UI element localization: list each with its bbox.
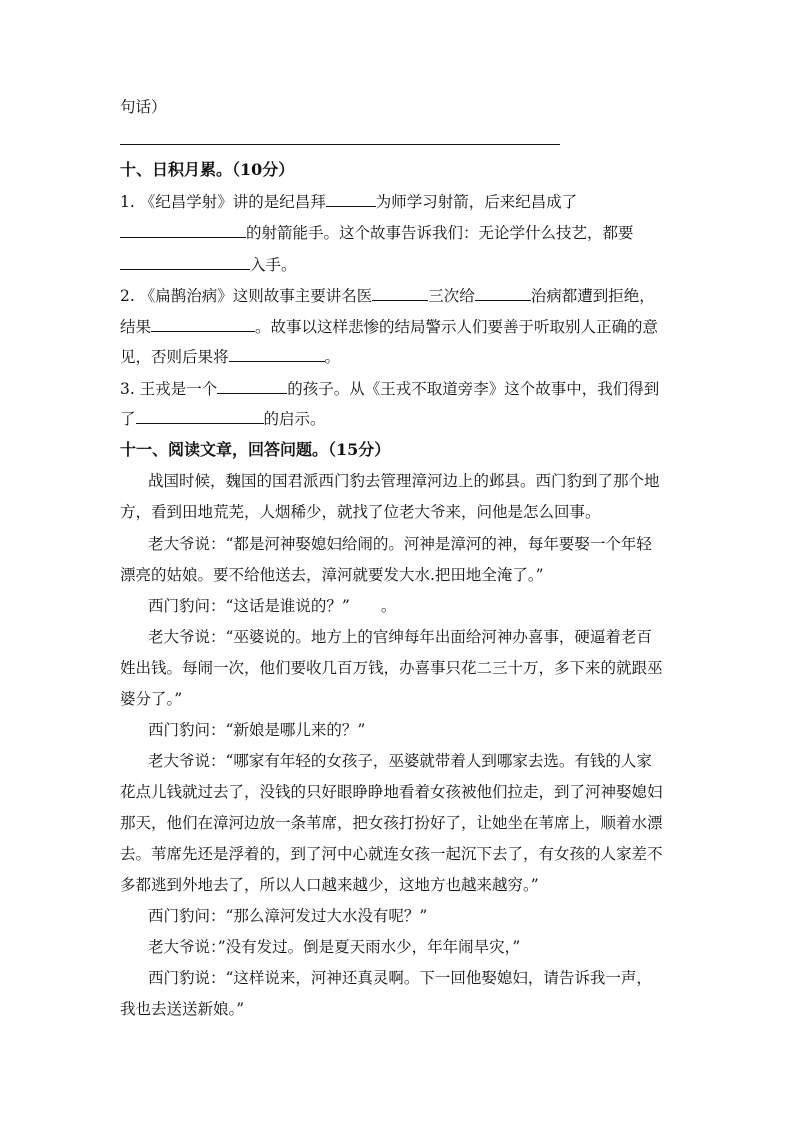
passage-line: 那天，他们在漳河边放一条苇席，把女孩打扮好了，让她坐在苇席上，顺着水漂 [120,814,663,832]
passage-line: 西门豹问：“这话是谁说的？” 。 [148,597,397,615]
passage-line: 漂亮的姑娘。要不给他送去，漳河就要发大水.把田地全淹了。” [120,566,544,584]
section11-heading: 十一、阅读文章，回答问题。（15分） [120,440,391,459]
blank-q2-doctor[interactable] [372,285,428,301]
answer-line [120,144,560,145]
blank-q3-lesson[interactable] [136,408,264,424]
q3-line1: 3. 王戎是一个 的孩子。从《王戎不取道旁李》这个故事中，我们得到 [120,380,660,398]
blank-q1-method[interactable] [120,254,250,270]
q1-line1: 1. 《纪昌学射》讲的是纪昌拜 为师学习射箭，后来纪昌成了 [120,193,578,211]
passage-line: 方，看到田地荒芜，人烟稀少，就找了位老大爷来，问他是怎么回事。 [120,503,601,521]
passage-line: 战国时候，魏国的国君派西门豹去管理漳河边上的邺县。西门豹到了那个地 [148,472,660,490]
passage-line: 去。苇席先还是浮着的，到了河中心就连女孩一起沉下去了，有女孩的人家差不 [120,845,663,863]
passage-line: 婆分了。” [120,690,183,708]
section10-heading: 十、日积月累。（10分） [120,160,295,179]
q1-line2: 的射箭能手。这个故事告诉我们：无论学什么技艺，都要 [120,222,634,243]
q3-line2: 了 的启示。 [120,410,326,428]
passage-line: 老大爷说：“巫婆说的。地方上的官绅每年出面给河神办喜事，硬逼着老百 [148,628,652,646]
passage-line: 姓出钱。每闹一次，他们要收几百万钱，办喜事只花二三十万，多下来的就跟巫 [120,659,663,677]
passage-line: 西门豹问：“那么漳河发过大水没有呢？” [148,907,428,925]
blank-q2-result[interactable] [151,316,255,332]
passage-line: 花点儿钱就过去了，没钱的只好眼睁睁地看着女孩被他们拉走，到了河神娶媳妇 [120,783,663,801]
passage-line: 多都逃到外地去了，所以人口越来越少，这地方也越来越穷。” [120,876,539,894]
passage-line: 老大爷说：“都是河神娶媳妇给闹的。河神是漳河的神，每年要娶一个年轻 [148,535,652,553]
blank-q3-child[interactable] [217,378,287,394]
blank-q2-consequence[interactable] [229,346,325,362]
blank-q1-archer[interactable] [120,222,246,238]
q2-line3: 见，否则后果将 。 [120,348,341,366]
q2-line1: 2. 《扁鹊治病》这则故事主要讲名医 三次给 治病都遭到拒绝， [120,287,655,305]
passage-line: 西门豹问：“新娘是哪儿来的？” [148,721,366,739]
top-fragment: 句话） [120,98,167,116]
passage-line: 西门豹说：“这样说来，河神还真灵啊。下一回他娶媳妇，请告诉我一声， [148,969,652,987]
q2-line2: 结果 。故事以这样悲惨的结局警示人们要善于听取别人正确的意 [120,318,659,336]
blank-q2-patient[interactable] [475,285,531,301]
blank-q1-teacher[interactable] [326,191,376,207]
passage-line: 老大爷说：”没有发过。倒是夏天雨水少，年年闹旱灾，” [148,938,521,956]
passage-line: 老大爷说：“哪家有年轻的女孩子，巫婆就带着人到哪家去选。有钱的人家 [148,752,652,770]
q1-line3: 入手。 [120,254,297,275]
passage-line: 我也去送送新娘。” [120,1000,245,1018]
